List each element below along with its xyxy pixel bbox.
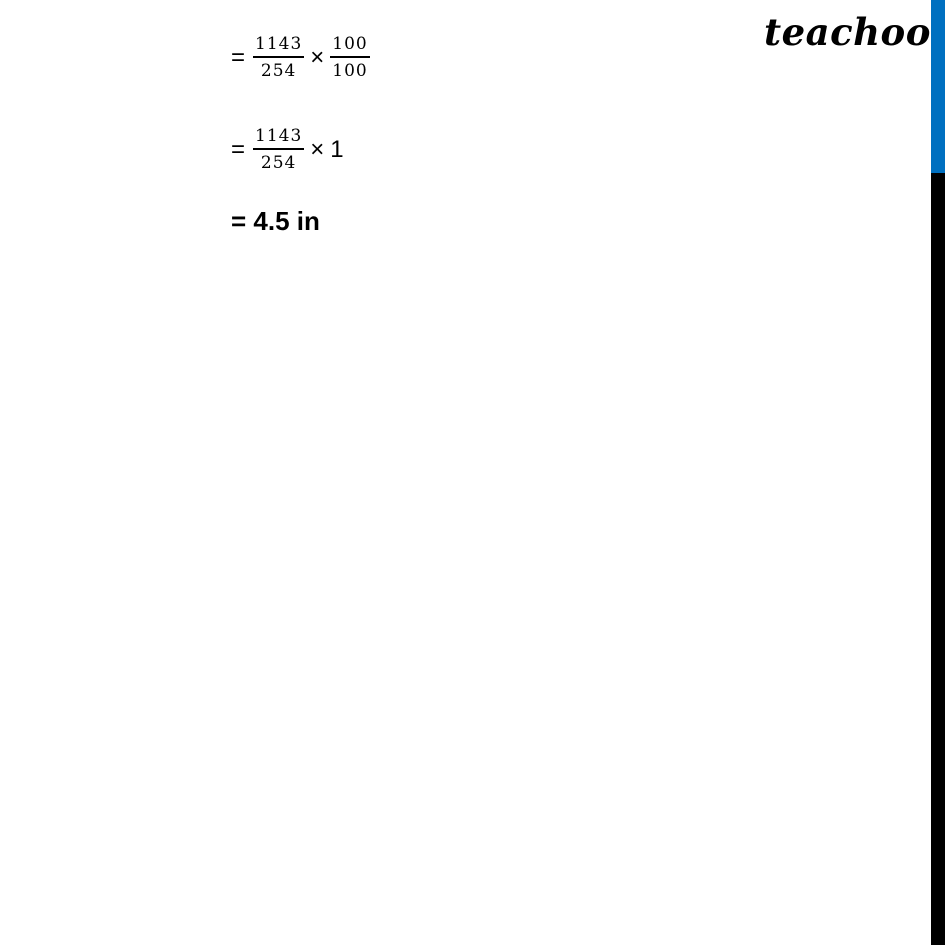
times-sign: × bbox=[310, 136, 325, 163]
denominator: 100 bbox=[332, 60, 368, 81]
equation-line-1 bbox=[231, 30, 370, 86]
side-bar bbox=[931, 0, 945, 945]
factor-one: 1 bbox=[330, 136, 344, 163]
equation-line-2 bbox=[231, 122, 344, 178]
fraction-100-over-100 bbox=[330, 36, 369, 80]
numerator: 1143 bbox=[255, 34, 303, 55]
result-line: = 4.5 in bbox=[231, 206, 320, 236]
teachoo-logo: teachoo bbox=[764, 10, 931, 54]
times-sign: × bbox=[310, 44, 325, 71]
side-bar-accent bbox=[931, 0, 945, 173]
fraction-1143-over-254 bbox=[253, 36, 304, 80]
numerator: 1143 bbox=[255, 126, 303, 147]
denominator: 254 bbox=[260, 60, 297, 81]
numerator: 100 bbox=[332, 34, 368, 55]
denominator: 254 bbox=[260, 152, 297, 173]
fraction-1143-over-254 bbox=[253, 128, 304, 172]
equals-sign: = bbox=[231, 44, 246, 71]
equals-sign: = bbox=[231, 136, 246, 163]
